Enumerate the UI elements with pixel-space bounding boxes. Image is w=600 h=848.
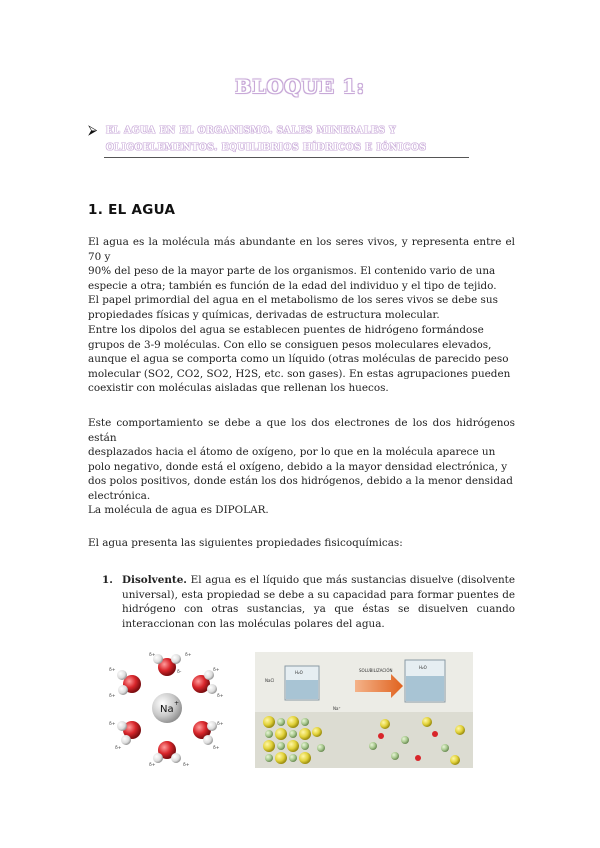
beaker-left [285, 666, 319, 700]
arrow-bullet-icon: ⮚ [88, 123, 98, 138]
list-item-disolvente [102, 573, 515, 631]
list-body [122, 573, 515, 631]
page-title: BLOQUE 1: [235, 76, 365, 98]
water-molecule [117, 670, 141, 695]
paragraph-line: dos polos positivos, donde están los dos hidrógenos, debido a la menor densidad [88, 475, 513, 487]
heading-underline [104, 157, 469, 158]
paragraph-line: La molécula de agua es DIPOLAR. [88, 504, 269, 516]
list-text: El agua es el líquido que más sustancias disuelve (disolvente universal), esta propiedad se debe a su capacidad para formar puentes de hidrógeno con otras sustancias, ya que éstas se disuelven cuando interaccionan con las moléculas polares del agua. [122, 574, 515, 630]
paragraph-line: coexistir con moléculas aisladas que rellenan los huecos. [88, 382, 389, 394]
solubilization-arrow [355, 668, 403, 698]
paragraph-line: El papel primordial del agua en el metabolismo de los seres vivos se debe sus [88, 294, 498, 306]
bullet-line-2: OLIGOELEMENTOS. EQUILIBRIOS HÍDRICOS E IÓNICOS [106, 143, 427, 153]
water-molecule [192, 670, 217, 694]
list-number: 1. [102, 574, 113, 586]
dissolution-illustration [255, 652, 473, 768]
partial-charge-label: δ+ [109, 722, 116, 727]
partial-charge-label: δ+ [217, 722, 224, 727]
paragraph-line: electrónica. [88, 489, 151, 502]
paragraph-line: polo negativo, donde está el oxígeno, debido a la mayor densidad electrónica, y [88, 460, 508, 473]
list-lead: Disolvente. [122, 574, 187, 586]
dissolution-figure [255, 652, 473, 768]
paragraph-line: desplazados hacia el átomo de oxígeno, por lo que en la molécula aparece un [88, 446, 496, 458]
paragraph-1 [88, 235, 515, 322]
paragraph-line: molecular (SO2, CO2, SO2, H2S, etc. son gases). En estas agrupaciones pueden [88, 367, 511, 380]
partial-charge-label: δ+ [183, 763, 190, 768]
partial-charge-label: δ+ [213, 668, 220, 673]
partial-charge-label: δ+ [115, 746, 122, 751]
water-molecule [117, 721, 141, 745]
partial-charge-label: δ+ [109, 694, 116, 699]
paragraph-line: Entre los dipolos del agua se establecen puentes de hidrógeno formándose [88, 324, 484, 336]
paragraph-line: El agua presenta las siguientes propiedades fisicoquímicas: [88, 537, 403, 549]
partial-charge-label: δ- [177, 670, 182, 675]
bullet-heading [88, 123, 468, 157]
ion-label: Na [160, 704, 174, 715]
bullet-text [106, 123, 468, 157]
paragraph-line: especie a otra; también es función de la edad del individuo y el tipo de tejido. [88, 279, 497, 292]
partial-charge-label: δ+ [149, 653, 156, 658]
ion-label-small: Na⁺ [333, 706, 341, 711]
hydrated-ion-illustration [105, 652, 230, 768]
arrow-label: SOLUBILIZACIÓN [359, 668, 393, 673]
paragraph-4 [88, 536, 515, 551]
beaker-right-label: H₂O [419, 665, 427, 670]
water-molecule [153, 741, 181, 763]
salt-label: NaCl [265, 678, 275, 683]
paragraph-line: 90% del peso de la mayor parte de los organismos. El contenido vario de una [88, 265, 496, 277]
beaker-right [405, 660, 445, 702]
partial-charge-label: δ+ [149, 763, 156, 768]
paragraph-line: aunque el agua se comporta como un líquido (otras moléculas de parecido peso [88, 353, 509, 365]
section-heading: 1. EL AGUA [88, 202, 176, 218]
beaker-left-label: H₂O [295, 670, 303, 675]
partial-charge-label: δ+ [213, 746, 220, 751]
paragraph-line: grupos de 3-9 moléculas. Con ello se consiguen pesos moleculares elevados, [88, 338, 492, 351]
ion-charge: + [174, 700, 180, 707]
partial-charge-label: δ+ [185, 653, 192, 658]
paragraph-2 [88, 323, 515, 396]
partial-charge-label: δ+ [109, 668, 116, 673]
paragraph-3 [88, 416, 515, 518]
paragraph-line: propiedades físicas y químicas, derivadas de estructura molecular. [88, 308, 440, 321]
water-molecule [193, 721, 217, 745]
paragraph-line: El agua es la molécula más abundante en los seres vivos, y representa entre el 70 y [88, 236, 515, 263]
bullet-line-1: EL AGUA EN EL ORGANISMO. SALES MINERALES Y [106, 126, 397, 136]
hydrated-ion-figure [105, 652, 230, 768]
paragraph-line: Este comportamiento se debe a que los dos electrones de los dos hidrógenos están [88, 417, 515, 444]
partial-charge-label: δ+ [217, 694, 224, 699]
